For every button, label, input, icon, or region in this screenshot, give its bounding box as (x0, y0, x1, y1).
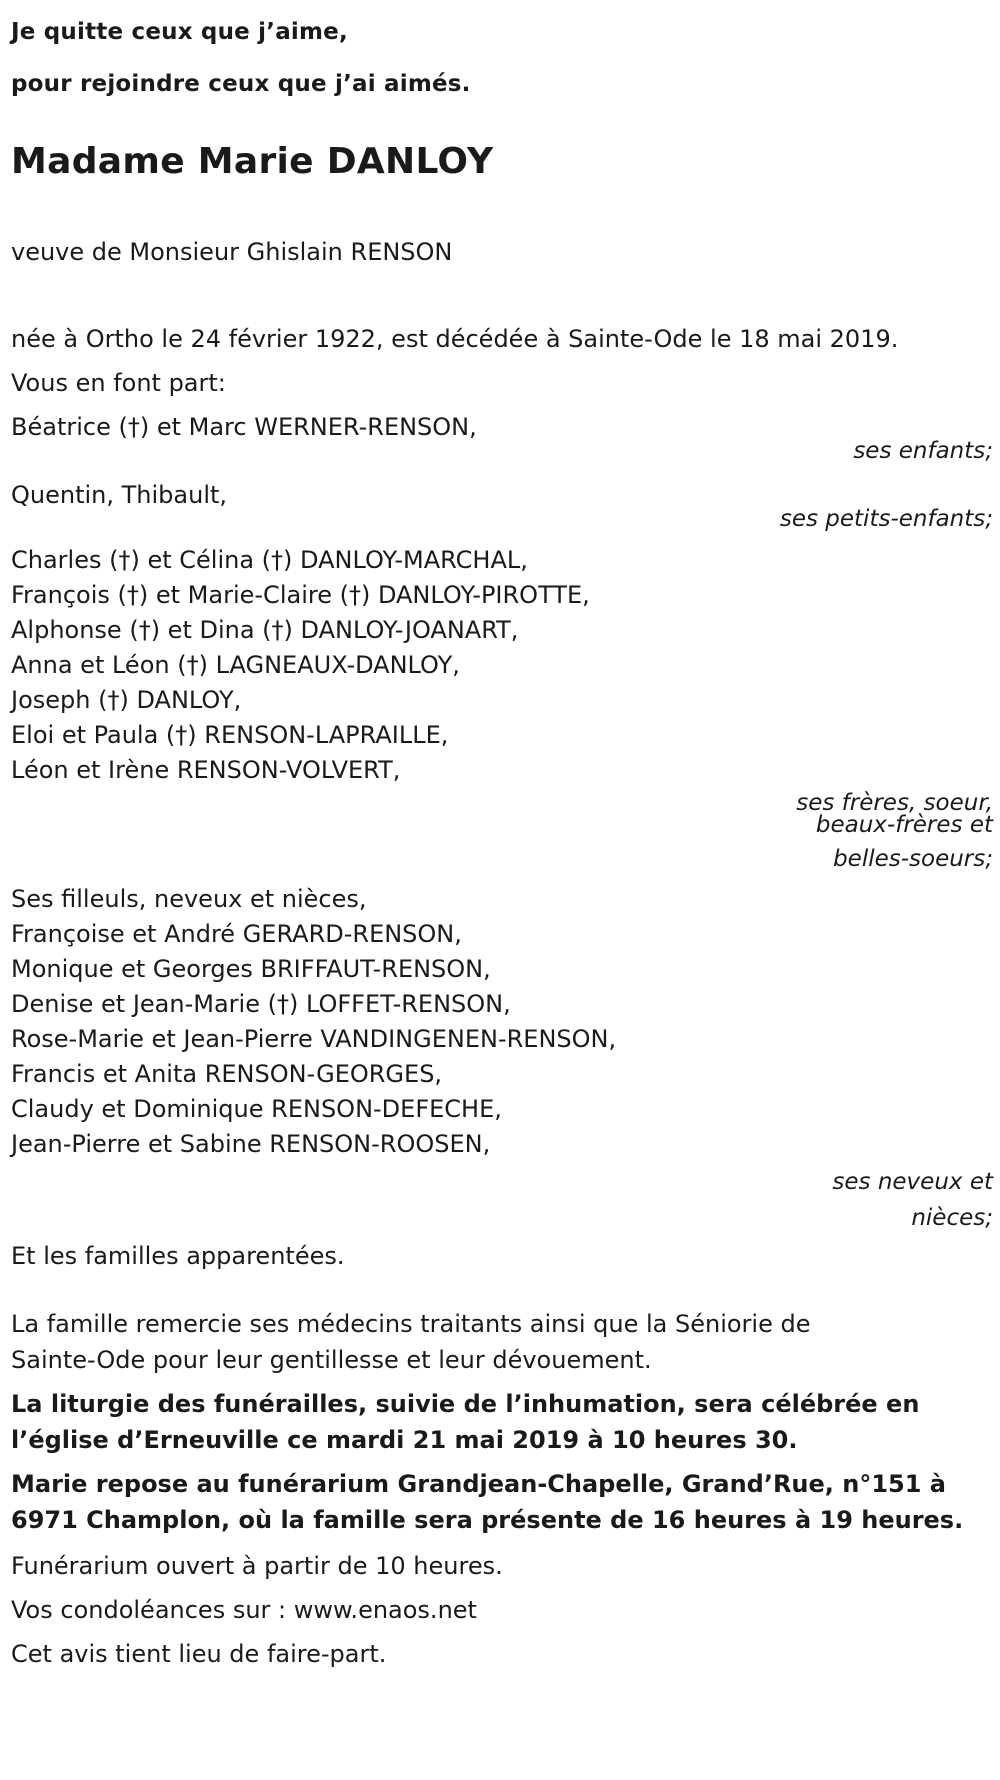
children-name: Béatrice (†) et Marc WERNER-RENSON, (11, 413, 477, 441)
sibling-line: Eloi et Paula (†) RENSON-LAPRAILLE, (11, 721, 449, 749)
thanks-line-1: La famille remercie ses médecins traitants ainsi que la Séniorie de (11, 1310, 811, 1338)
nephew-line: Rose-Marie et Jean-Pierre VANDINGENEN-RENSON, (11, 1025, 617, 1053)
siblings-section (11, 543, 993, 882)
grandchildren-name: Quentin, Thibault, (11, 481, 228, 509)
children-relation: ses enfants; (853, 438, 993, 464)
announce-line: Vous en font part: (11, 369, 226, 397)
nephews-relation-line-2: nièces; (911, 1205, 993, 1231)
nephew-line: Denise et Jean-Marie (†) LOFFET-RENSON, (11, 990, 511, 1018)
quote-line-2: pour rejoindre ceux que j’ai aimés. (11, 71, 471, 97)
sibling-line: Léon et Irène RENSON-VOLVERT, (11, 756, 401, 784)
funerarium-line-1: Marie repose au funérarium Grandjean-Chapelle, Grand’Rue, n°151 à (11, 1470, 947, 1498)
nephews-relation (11, 1164, 993, 1236)
grandchildren-section (11, 475, 993, 539)
spouse-line: veuve de Monsieur Ghislain RENSON (11, 238, 453, 266)
families-line: Et les familles apparentées. (11, 1242, 345, 1270)
condolences-line: Vos condoléances sur : www.enaos.net (11, 1596, 477, 1624)
nephew-line: Françoise et André GERARD-RENSON, (11, 920, 462, 948)
sibling-line: Charles (†) et Célina (†) DANLOY-MARCHAL, (11, 546, 528, 574)
liturgy-paragraph (11, 1386, 993, 1458)
nephew-line: Jean-Pierre et Sabine RENSON-ROOSEN, (11, 1130, 491, 1158)
nephews-section (11, 882, 993, 1236)
siblings-relation-line-3: belles-soeurs; (833, 846, 993, 872)
notice-line: Cet avis tient lieu de faire-part. (11, 1640, 387, 1668)
siblings-relation-line-1: ses frères, soeur, (796, 790, 993, 816)
nephew-line: Monique et Georges BRIFFAUT-RENSON, (11, 955, 491, 983)
nephew-line: Francis et Anita RENSON-GEORGES, (11, 1060, 443, 1088)
sibling-line: Joseph (†) DANLOY, (11, 686, 242, 714)
children-section (11, 407, 993, 471)
sibling-line: Alphonse (†) et Dina (†) DANLOY-JOANART, (11, 616, 519, 644)
siblings-relation (11, 792, 993, 882)
liturgy-line-2: l’église d’Erneuville ce mardi 21 mai 2019 à 10 heures 30. (11, 1426, 798, 1454)
quote-line-1: Je quitte ceux que j’aime, (11, 19, 348, 45)
grandchildren-relation: ses petits-enfants; (779, 506, 993, 532)
nephews-relation-line-1: ses neveux et (832, 1169, 993, 1195)
funerarium-paragraph (11, 1466, 993, 1538)
liturgy-line-1: La liturgie des funérailles, suivie de l’inhumation, sera célébrée en (11, 1390, 920, 1418)
nephew-line: Claudy et Dominique RENSON-DEFECHE, (11, 1095, 502, 1123)
opening-hours-line: Funérarium ouvert à partir de 10 heures. (11, 1552, 503, 1580)
thanks-paragraph (11, 1306, 993, 1378)
funerarium-line-2: 6971 Champlon, où la famille sera présente de 16 heures à 19 heures. (11, 1506, 964, 1534)
siblings-relation-line-2: beaux-frères et (815, 812, 993, 838)
sibling-line: François (†) et Marie-Claire (†) DANLOY-PIROTTE, (11, 581, 590, 609)
nephew-line: Ses filleuls, neveux et nièces, (11, 885, 367, 913)
deceased-name-title: Madame Marie DANLOY (11, 141, 494, 182)
birth-death-line: née à Ortho le 24 février 1922, est décédée à Sainte-Ode le 18 mai 2019. (11, 325, 899, 353)
sibling-line: Anna et Léon (†) LAGNEAUX-DANLOY, (11, 651, 460, 679)
obituary-content (11, 6, 993, 1676)
thanks-line-2: Sainte-Ode pour leur gentillesse et leur dévouement. (11, 1346, 652, 1374)
